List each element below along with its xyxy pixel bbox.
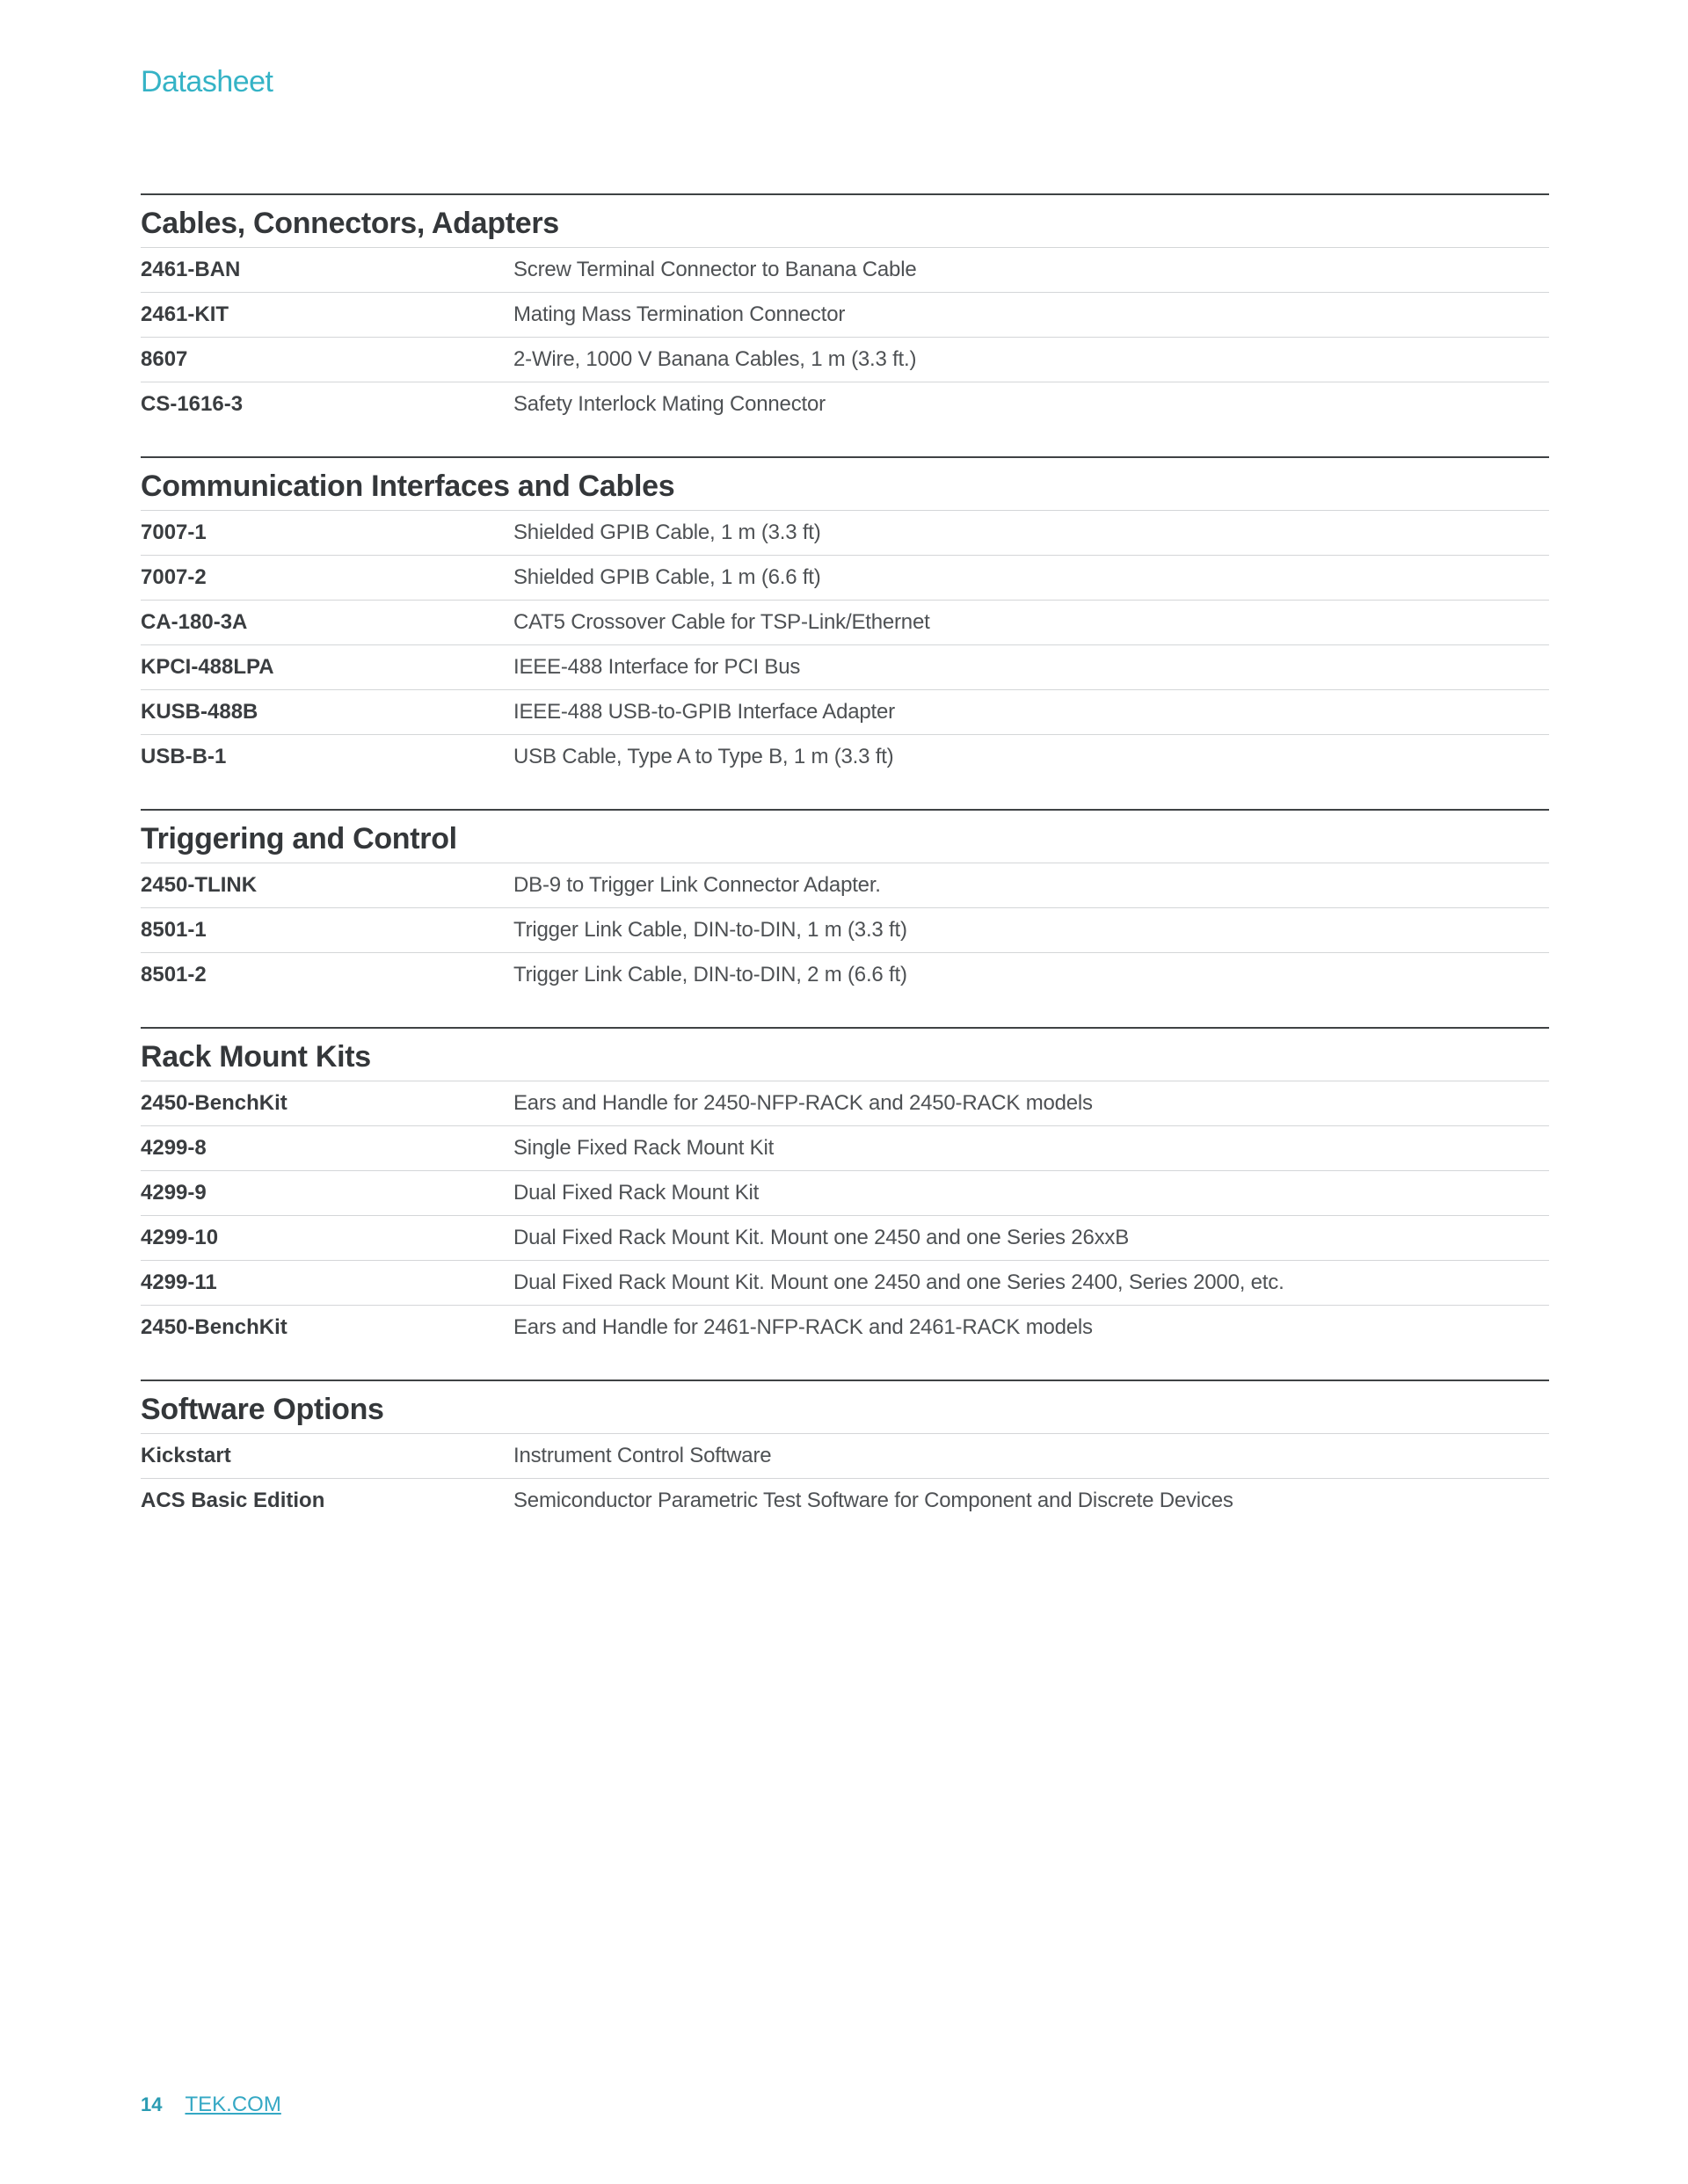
- table-row: [141, 1125, 1549, 1170]
- part-description: Semiconductor Parametric Test Software for Component and Discrete Devices: [513, 1489, 1233, 1512]
- table-row: [141, 952, 1549, 997]
- part-number: 4299-11: [141, 1270, 217, 1294]
- part-description: CAT5 Crossover Cable for TSP-Link/Ethernet: [513, 610, 930, 634]
- part-number: 4299-8: [141, 1136, 207, 1160]
- table-row: [141, 555, 1549, 600]
- table-row: [141, 600, 1549, 644]
- part-number: USB-B-1: [141, 745, 227, 768]
- part-description: Dual Fixed Rack Mount Kit. Mount one 2450 and one Series 2400, Series 2000, etc.: [513, 1270, 1284, 1294]
- part-description: Ears and Handle for 2450-NFP-RACK and 2450-RACK models: [513, 1091, 1093, 1115]
- page-number: 14: [141, 2093, 163, 2115]
- part-number: 4299-10: [141, 1226, 219, 1249]
- table-row: [141, 644, 1549, 689]
- part-number: ACS Basic Edition: [141, 1489, 325, 1512]
- part-number: 4299-9: [141, 1181, 207, 1205]
- section-heading: Software Options: [141, 1393, 384, 1426]
- table-row: [141, 337, 1549, 382]
- table-row: [141, 1433, 1549, 1478]
- part-number: 7007-2: [141, 565, 207, 589]
- part-description: DB-9 to Trigger Link Connector Adapter.: [513, 873, 881, 897]
- section-heading: Communication Interfaces and Cables: [141, 470, 675, 503]
- table-row: [141, 1260, 1549, 1305]
- table-row: [141, 1170, 1549, 1215]
- part-description: Ears and Handle for 2461-NFP-RACK and 2461-RACK models: [513, 1315, 1093, 1339]
- part-number: 7007-1: [141, 521, 207, 544]
- part-description: Trigger Link Cable, DIN-to-DIN, 2 m (6.6 ft): [513, 963, 907, 986]
- part-number: Kickstart: [141, 1444, 231, 1467]
- part-description: IEEE-488 Interface for PCI Bus: [513, 655, 801, 679]
- part-description: Trigger Link Cable, DIN-to-DIN, 1 m (3.3 ft): [513, 918, 907, 942]
- part-number: CS-1616-3: [141, 392, 244, 416]
- table-row: [141, 292, 1549, 337]
- part-description: Dual Fixed Rack Mount Kit: [513, 1181, 760, 1205]
- table-row: [141, 907, 1549, 952]
- section: [141, 456, 1549, 779]
- part-description: Mating Mass Termination Connector: [513, 302, 846, 326]
- section: [141, 809, 1549, 997]
- part-number: 2461-BAN: [141, 258, 241, 281]
- accessories-list: [141, 193, 1549, 1553]
- table-row: [141, 382, 1549, 426]
- part-number: 2450-BenchKit: [141, 1315, 287, 1339]
- document-title: Datasheet: [141, 65, 273, 98]
- section-heading: Rack Mount Kits: [141, 1040, 371, 1074]
- table-row: [141, 1215, 1549, 1260]
- part-description: IEEE-488 USB-to-GPIB Interface Adapter: [513, 700, 895, 724]
- website-link[interactable]: TEK.COM: [185, 2093, 281, 2116]
- table-row: [141, 1081, 1549, 1125]
- section-heading: Triggering and Control: [141, 822, 457, 855]
- part-description: Screw Terminal Connector to Banana Cable: [513, 258, 917, 281]
- table-row: [141, 734, 1549, 779]
- section-heading: Cables, Connectors, Adapters: [141, 207, 559, 240]
- part-number: 8501-2: [141, 963, 207, 986]
- part-description: USB Cable, Type A to Type B, 1 m (3.3 ft): [513, 745, 894, 768]
- part-number: 2450-BenchKit: [141, 1091, 287, 1115]
- table-row: [141, 1478, 1549, 1523]
- table-row: [141, 247, 1549, 292]
- page-footer: [141, 2093, 281, 2117]
- part-number: 8607: [141, 347, 188, 371]
- part-description: Shielded GPIB Cable, 1 m (3.3 ft): [513, 521, 821, 544]
- part-description: Instrument Control Software: [513, 1444, 772, 1467]
- part-description: Shielded GPIB Cable, 1 m (6.6 ft): [513, 565, 821, 589]
- section: [141, 193, 1549, 426]
- table-row: [141, 510, 1549, 555]
- section: [141, 1380, 1549, 1523]
- section: [141, 1027, 1549, 1350]
- part-description: 2-Wire, 1000 V Banana Cables, 1 m (3.3 ft.): [513, 347, 917, 371]
- part-number: CA-180-3A: [141, 610, 248, 634]
- part-description: Dual Fixed Rack Mount Kit. Mount one 2450 and one Series 26xxB: [513, 1226, 1130, 1249]
- table-row: [141, 689, 1549, 734]
- part-description: Single Fixed Rack Mount Kit: [513, 1136, 775, 1160]
- part-number: KUSB-488B: [141, 700, 258, 724]
- part-number: KPCI-488LPA: [141, 655, 274, 679]
- part-number: 8501-1: [141, 918, 207, 942]
- part-description: Safety Interlock Mating Connector: [513, 392, 826, 416]
- table-row: [141, 1305, 1549, 1350]
- part-number: 2450-TLINK: [141, 873, 258, 897]
- part-number: 2461-KIT: [141, 302, 229, 326]
- table-row: [141, 863, 1549, 907]
